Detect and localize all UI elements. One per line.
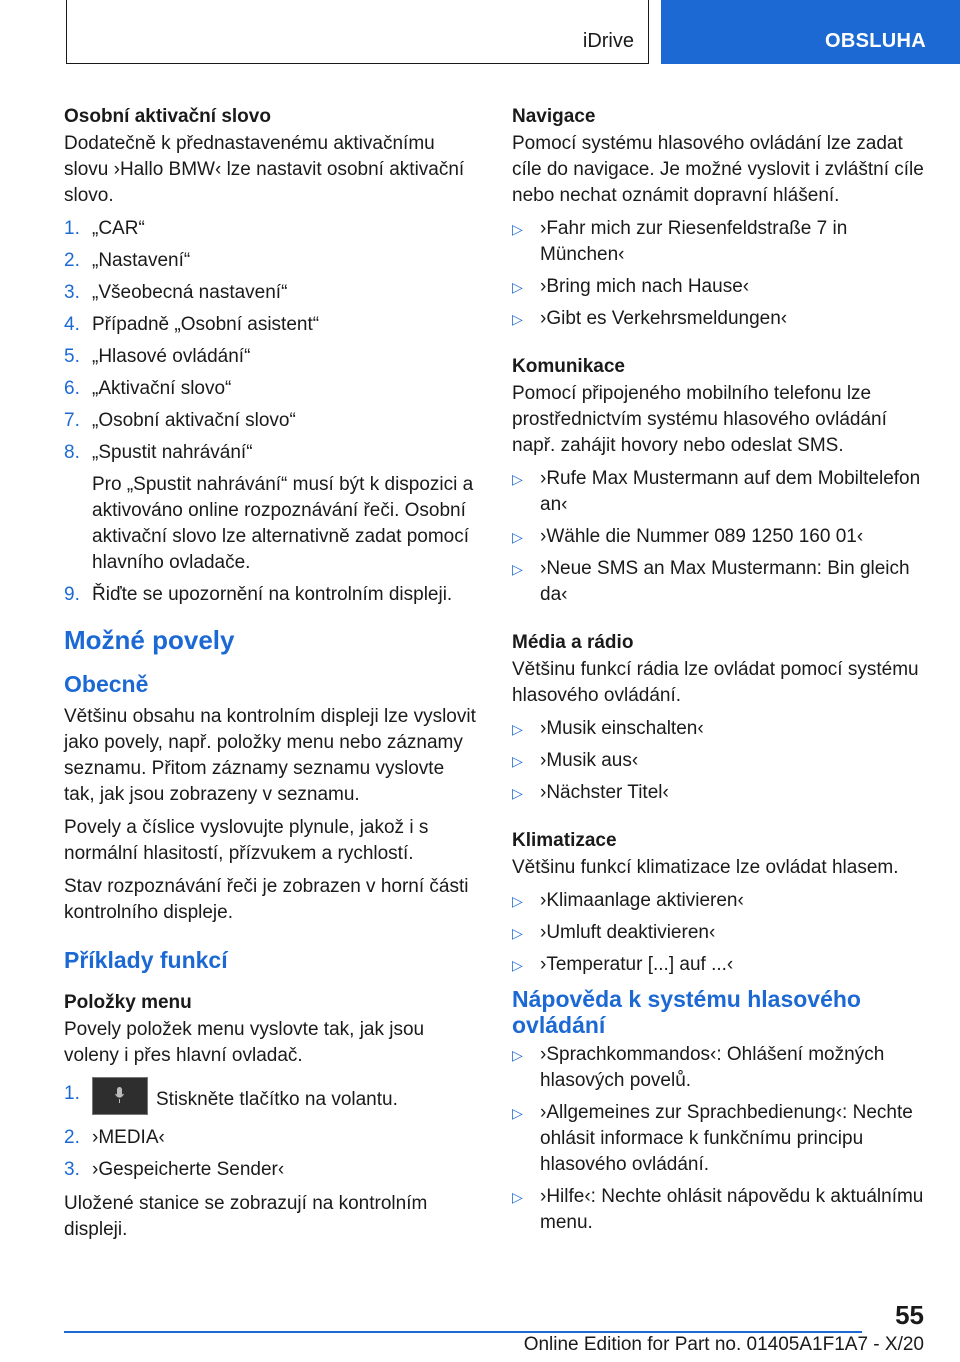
list-item: ▷ ›Bring mich nach Hause‹ [512,274,930,300]
help-commands [512,1042,930,1236]
list-item: 3. „Všeobecná nastavení“ [64,282,288,303]
list-item: 3. ›Gespeicherte Sender‹ [64,1159,285,1180]
list-item: ▷ ›Temperatur [...] auf ...‹ [512,952,930,978]
triangle-right-icon: ▷ [512,529,523,545]
climate-commands [512,888,930,978]
triangle-right-icon: ▷ [512,311,523,327]
list-item: ▷ ›Musik aus‹ [512,748,930,774]
list-item: 7. „Osobní aktivační slovo“ [64,410,296,431]
triangle-right-icon: ▷ [512,561,523,577]
list-item: 4. Případně „Osobní asistent“ [64,314,320,335]
navigation-title: Navigace [512,106,596,127]
list-item: ▷ ›Hilfe‹: Nechte ohlásit nápovědu k aktuálnímu menu. [512,1186,924,1233]
communication-text: Pomocí připojeného mobilního telefonu lze prostřednictvím systému hlasového ovládání např. zahájit hovory nebo odeslat SMS. [512,383,887,456]
list-item: ▷ ›Musik einschalten‹ [512,716,930,742]
general-paragraph-3: Stav rozpoznávání řeči je zobrazen v horní části kontrolního displeje. [64,876,469,923]
list-item: 1. „CAR“ [64,218,145,239]
media-title: Média a rádio [512,632,634,653]
triangle-right-icon: ▷ [512,893,523,909]
list-item: 9. Řiďte se upozornění na kontrolním displeji. [64,584,453,605]
list-item: 6. „Aktivační slovo“ [64,378,232,399]
list-item: ▷ ›Gibt es Verkehrsmeldungen‹ [512,306,930,332]
microphone-icon [115,1087,124,1103]
communication-commands [512,466,930,608]
list-item: ▷ ›Rufe Max Mustermann auf dem Mobiltelefon an‹ [512,468,921,515]
footer-edition: Online Edition for Part no. 01405A1F1A7 - X/20 [523,1334,924,1355]
list-item: 1. Stiskněte tlačítko na volantu. [64,1081,480,1119]
menu-footer-text: Uložené stanice se zobrazují na kontrolním displeji. [64,1193,428,1240]
section-heading-commands: Možné povely [64,625,235,655]
triangle-right-icon: ▷ [512,925,523,941]
left-column [64,104,480,1250]
menu-text: Povely položek menu vyslovte tak, jak jsou voleny i přes hlavní ovladač. [64,1019,425,1066]
list-item: 2. ›MEDIA‹ [64,1127,165,1148]
activation-title: Osobní aktivační slovo [64,106,271,127]
triangle-right-icon: ▷ [512,957,523,973]
header-chapter-box [661,0,960,64]
media-commands [512,716,930,806]
list-item: ▷ ›Sprachkommandos‹: Ohlášení možných hlasových povelů. [512,1044,885,1091]
heading-general: Obecně [64,671,149,697]
list-item: ▷ ›Umluft deaktivieren‹ [512,920,930,946]
climate-text: Většinu funkcí klimatizace lze ovládat hlasem. [512,857,899,878]
triangle-right-icon: ▷ [512,721,523,737]
list-item: ▷ ›Nächster Titel‹ [512,780,930,806]
activation-text: Dodatečně k přednastavenému aktivačnímu slovu ›Hallo BMW‹ lze nastavit osobní aktivační slovo. [64,133,465,206]
page-number: 55 [895,1300,924,1330]
menu-title: Položky menu [64,992,192,1013]
triangle-right-icon: ▷ [512,471,523,487]
triangle-right-icon: ▷ [512,785,523,801]
climate-title: Klimatizace [512,830,617,851]
media-text: Většinu funkcí rádia lze ovládat pomocí systému hlasového ovládání. [512,659,919,706]
general-paragraph-2: Povely a číslice vyslovujte plynule, jakož i s normální hlasitostí, přízvukem a rychlostí. [64,817,429,864]
list-item: ▷ ›Fahr mich zur Riesenfeldstraße 7 in München‹ [512,218,848,265]
header-section-box [66,0,649,64]
general-paragraph-1: Většinu obsahu na kontrolním displeji lze vyslovit jako povely, např. položky menu nebo záznamy seznamu. Přitom záznamy seznamu vyslovte tak, jak jsou zobrazeny v seznamu. [64,706,476,805]
list-item: ▷ ›Klimaanlage aktivieren‹ [512,888,930,914]
list-item: 8. „Spustit nahrávání“ Pro „Spustit nahrávání“ musí být k dispozici a aktivováno online rozpoznávání řeči. Osobní aktivační slovo lze alternativně zadat pomocí hlavního ovladače. [64,440,480,576]
navigation-text: Pomocí systému hlasového ovládání lze zadat cíle do navigace. Je možné vyslovit i zvláštní cíle nebo nechat oznámit dopravní hlášení. [512,133,924,206]
triangle-right-icon: ▷ [512,221,523,237]
header-section: iDrive [582,30,634,52]
triangle-right-icon: ▷ [512,279,523,295]
list-item: 2. „Nastavení“ [64,250,191,271]
heading-help: Nápověda k systému hlasového ovládání [512,986,861,1038]
list-item: ▷ ›Allgemeines zur Sprachbedienung‹: Nechte ohlásit informace k funkčnímu principu hlasového ovládání. [512,1102,913,1175]
communication-title: Komunikace [512,356,625,377]
heading-examples: Příklady funkcí [64,947,228,973]
footer-divider [64,1331,862,1333]
list-item: 5. „Hlasové ovládání“ [64,346,251,367]
list-item: ▷ ›Wähle die Nummer 089 1250 160 01‹ [512,524,930,550]
header-chapter: OBSLUHA [825,30,926,52]
triangle-right-icon: ▷ [512,1047,523,1063]
menu-steps [64,1081,480,1183]
voice-button-image [92,1077,148,1115]
right-column [512,104,930,1244]
list-item: ▷ ›Neue SMS an Max Mustermann: Bin gleich da‹ [512,558,910,605]
triangle-right-icon: ▷ [512,1105,523,1121]
triangle-right-icon: ▷ [512,753,523,769]
step-note: Pro „Spustit nahrávání“ musí být k dispozici a aktivováno online rozpoznávání řeči. Osobní aktivační slovo lze alternativně zadat pomocí hlavního ovladače. [92,474,474,573]
triangle-right-icon: ▷ [512,1189,523,1205]
navigation-commands [512,216,930,332]
activation-steps [64,216,480,608]
